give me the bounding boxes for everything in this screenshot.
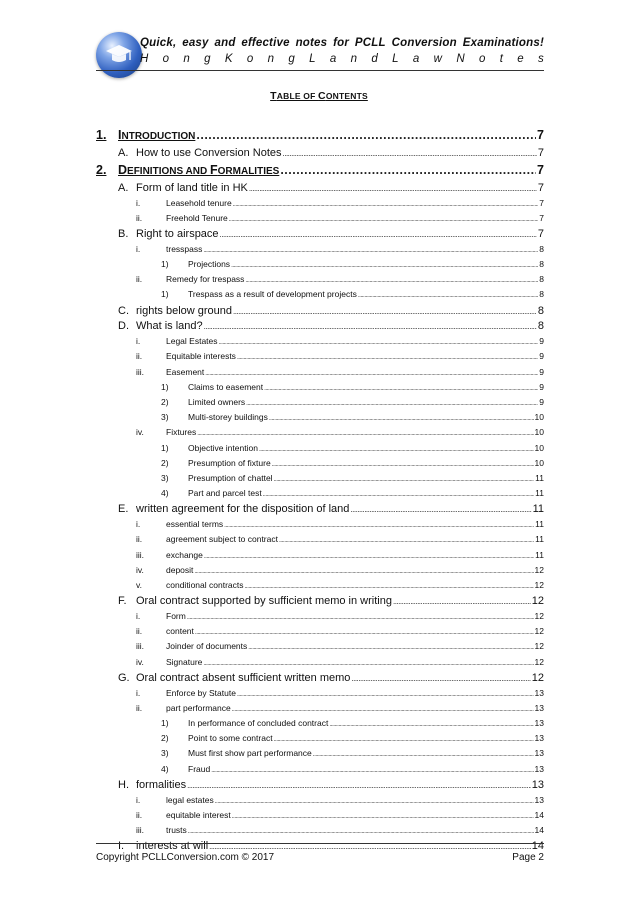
toc-entry-page: 8 (539, 243, 544, 254)
subtitle-letter: n (267, 53, 275, 65)
toc-dot-leader (237, 688, 534, 698)
subtitle-letter: n (350, 53, 358, 65)
toc-dot-leader (264, 382, 538, 392)
toc-entry-label: written agreement for the disposition of land (136, 503, 350, 516)
toc-entry-page: 11 (535, 519, 544, 530)
toc-entry-label: Part and parcel test (188, 488, 262, 499)
toc-entry-page: 10 (534, 457, 544, 468)
toc-entry-level-2[interactable] (118, 779, 544, 791)
toc-dot-leader (351, 672, 530, 684)
toc-entry-level-3[interactable] (136, 810, 544, 820)
toc-entry-page: 9 (539, 351, 544, 362)
toc-dot-leader (196, 128, 536, 142)
toc-entry-label: Presumption of fixture (188, 457, 271, 468)
toc-entry-level-4[interactable] (161, 289, 544, 299)
toc-entry-label: Fraud (188, 763, 211, 774)
toc-entry-page: 14 (531, 840, 544, 853)
toc-entry-level-3[interactable] (136, 641, 544, 651)
toc-entry-level-3[interactable] (136, 825, 544, 835)
toc-entry-label: Trespass as a result of development projects (188, 289, 357, 300)
toc-dot-leader (272, 458, 534, 468)
toc-entry-label: Claims to easement (188, 381, 264, 392)
toc-entry-number: 2) (161, 457, 169, 468)
toc-entry-page: 7 (537, 181, 544, 194)
toc-entry-label: Limited owners (188, 397, 246, 407)
toc-entry-level-3[interactable] (136, 657, 544, 667)
toc-dot-leader (350, 503, 531, 515)
toc-entry-number: iv. (136, 564, 144, 575)
tagline-word: for (333, 37, 350, 49)
toc-entry-level-4[interactable] (161, 259, 544, 269)
toc-dot-leader (215, 795, 534, 805)
toc-entry-page: 13 (531, 778, 544, 791)
tagline-word: notes (295, 37, 328, 49)
toc-entry-label: agreement subject to contract (166, 534, 278, 545)
toc-entry-page: 12 (531, 595, 544, 608)
toc-entry-page: 14 (534, 825, 544, 835)
toc-entry-number: 1) (161, 381, 169, 392)
toc-dot-leader (249, 182, 537, 194)
toc-entry-level-3[interactable] (136, 351, 544, 361)
toc-dot-leader (274, 733, 534, 743)
toc-entry-number: 1) (161, 442, 169, 453)
tagline-word: Examinations! (462, 37, 544, 49)
toc-entry-label: deposit (166, 564, 194, 575)
toc-entry-number: ii. (136, 212, 143, 223)
toc-entry-number: ii. (136, 626, 143, 637)
footer-page-number: Page 2 (512, 852, 544, 863)
tagline-word: easy (182, 37, 209, 49)
toc-entry-level-2[interactable] (118, 320, 544, 332)
toc-entry-page: 12 (534, 611, 544, 621)
toc-dot-leader (197, 427, 533, 437)
toc-entry-page: 11 (535, 534, 544, 545)
toc-entry-level-3[interactable] (136, 795, 544, 805)
toc-dot-leader (233, 305, 537, 317)
toc-entry-label: Right to airspace (136, 228, 219, 240)
toc-entry-page: 14 (534, 809, 544, 820)
toc-entry-number: iv. (136, 656, 144, 667)
subtitle-letter: g (204, 53, 211, 65)
toc-entry-label: Presumption of chattel (188, 473, 273, 483)
toc-entry-level-4[interactable] (161, 443, 544, 453)
toc-entry-number: i. (136, 611, 141, 621)
toc-entry-number: ii. (136, 351, 143, 362)
toc-entry-number: 1) (161, 259, 169, 269)
toc-dot-leader (245, 580, 534, 590)
toc-entry-number: i. (136, 794, 141, 805)
toc-entry-label-part: D (118, 162, 128, 177)
toc-dot-leader (279, 534, 534, 544)
toc-dot-leader (274, 473, 535, 483)
toc-entry-page: 8 (539, 289, 544, 300)
toc-dot-leader (358, 289, 538, 299)
toc-entry-number: i. (136, 687, 141, 698)
toc-entry-level-1[interactable] (96, 128, 544, 142)
subtitle-letter: o (162, 53, 170, 65)
subtitle-letter: o (478, 53, 486, 65)
toc-entry-level-4[interactable] (161, 764, 544, 774)
toc-entry-label: Point to some contract (188, 733, 273, 744)
toc-entry-number: A. (118, 147, 129, 159)
toc-entry-page: 8 (539, 259, 544, 269)
toc-entry-number: 4) (161, 763, 169, 774)
toc-entry-page: 11 (535, 488, 544, 499)
toc-entry-page: 7 (537, 228, 544, 240)
toc-entry-number: D. (118, 320, 129, 333)
toc-entry-label: conditional contracts (166, 580, 244, 590)
toc-dot-leader (209, 840, 531, 852)
toc-entry-label: Joinder of documents (166, 641, 248, 652)
toc-entry-label: Easement (166, 366, 205, 377)
toc-entry-level-3[interactable] (136, 519, 544, 529)
toc-entry-label: Fixtures (166, 427, 197, 438)
toc-entry-page: 9 (539, 397, 544, 407)
toc-entry-level-3[interactable] (136, 580, 544, 590)
toc-entry-number: ii. (136, 534, 143, 545)
toc-entry-level-1[interactable] (96, 163, 544, 177)
toc-entry-number: i. (136, 197, 141, 208)
header-subtitle (140, 53, 544, 65)
toc-entry-number: 4) (161, 488, 169, 499)
toc-entry-level-3[interactable] (136, 550, 544, 560)
toc-entry-page: 12 (534, 580, 544, 590)
toc-entry-label: Projections (188, 259, 231, 269)
toc-entry-level-3[interactable] (136, 213, 544, 223)
toc-entry-label-part: F (210, 162, 218, 177)
toc-entry-label: essential terms (166, 519, 224, 530)
toc-entry-level-3[interactable] (136, 244, 544, 254)
toc-entry-page: 11 (532, 503, 544, 516)
toc-entry-number: 2. (96, 162, 107, 177)
toc-entry-number: 1. (96, 128, 107, 142)
subtitle-letter: e (517, 53, 524, 65)
toc-dot-leader (269, 412, 534, 422)
toc-title: TABLE OF CONTENTS (270, 90, 368, 102)
toc-dot-leader (224, 519, 534, 529)
subtitle-letter: g (288, 53, 295, 65)
toc-dot-leader (188, 825, 534, 835)
toc-entry-level-2[interactable] (118, 503, 544, 515)
subtitle-letter: t (499, 53, 503, 65)
toc-entry-number: 2) (161, 733, 169, 744)
subtitle-letter: w (433, 53, 442, 65)
subtitle-letter: L (392, 53, 399, 65)
toc-entry-number: ii. (136, 809, 143, 820)
toc-dot-leader (248, 641, 533, 651)
toc-dot-leader (263, 488, 534, 498)
toc-entry-level-2[interactable] (118, 595, 544, 607)
subtitle-letter: K (224, 53, 233, 65)
toc-entry-level-4[interactable] (161, 397, 544, 407)
toc-entry-number: v. (136, 580, 142, 590)
toc-entry-label: Freehold Tenure (166, 212, 228, 223)
toc-entry-number: 3) (161, 412, 169, 423)
toc-entry-label: Equitable interests (166, 351, 236, 362)
toc-entry-label: rights below ground (136, 304, 233, 317)
toc-entry-page: 13 (534, 794, 544, 805)
toc-dot-leader (233, 198, 539, 208)
toc-entry-page: 7 (537, 128, 544, 142)
toc-entry-level-2[interactable] (118, 840, 544, 852)
toc-entry-page: 7 (539, 197, 544, 208)
toc-dot-leader (195, 626, 534, 636)
subtitle-letter: a (412, 53, 420, 65)
toc-entry-level-3[interactable] (136, 534, 544, 544)
toc-dot-leader (231, 259, 538, 269)
toc-entry-page: 12 (531, 671, 544, 684)
toc-dot-leader (203, 657, 533, 667)
toc-entry-level-2[interactable] (118, 672, 544, 684)
toc-dot-leader (232, 703, 534, 713)
toc-entry-level-2[interactable] (118, 305, 544, 317)
subtitle-letter: a (329, 53, 337, 65)
toc-dot-leader (232, 810, 534, 820)
toc-dot-leader (280, 163, 536, 177)
toc-entry-number: ii. (136, 274, 143, 285)
toc-entry-label: Form of land title in HK (136, 181, 248, 194)
header-tagline (140, 37, 544, 49)
subtitle-letter: H (140, 53, 149, 65)
toc-dot-leader (194, 565, 533, 575)
toc-entry-level-4[interactable] (161, 382, 544, 392)
toc-entry-number: F. (118, 595, 127, 608)
toc-entry-level-3[interactable] (136, 688, 544, 698)
footer-copyright: Copyright PCLLConversion.com © 2017 (96, 852, 275, 863)
toc-entry-page: 13 (534, 733, 544, 744)
toc-entry-page: 13 (534, 718, 544, 728)
toc-entry-page: 12 (534, 564, 544, 575)
toc-entry-label: interests at will (136, 840, 209, 853)
toc-dot-leader (229, 213, 539, 223)
toc-entry-number: iii. (136, 641, 145, 652)
tagline-word: Quick, (140, 37, 177, 49)
toc-entry-label: Multi-storey buildings (188, 412, 268, 423)
toc-entry-level-4[interactable] (161, 412, 544, 422)
toc-entry-number: G. (118, 671, 130, 684)
toc-entry-label (118, 128, 195, 142)
toc-entry-label: exchange (166, 549, 203, 560)
toc-entry-label: How to use Conversion Notes (136, 147, 282, 159)
toc-entry-label: Oral contract supported by sufficient memo in writing (136, 595, 392, 608)
toc-entry-number: A. (118, 181, 129, 194)
tagline-word: effective (241, 37, 290, 49)
toc-entry-number: i. (136, 519, 141, 530)
subtitle-letter: s (538, 53, 544, 65)
toc-dot-leader (313, 748, 534, 758)
toc-entry-label: trusts (166, 825, 187, 835)
toc-entry-level-4[interactable] (161, 733, 544, 743)
toc-entry-label: What is land? (136, 320, 203, 333)
toc-dot-leader (237, 351, 538, 361)
toc-entry-level-4[interactable] (161, 748, 544, 758)
toc-entry-number: E. (118, 503, 129, 516)
toc-entry-label: Must first show part performance (188, 748, 312, 759)
subtitle-letter: d (371, 53, 378, 65)
toc-entry-label-part: NTRODUCTION (121, 131, 196, 142)
toc-entry-page: 7 (539, 212, 544, 223)
toc-dot-leader (204, 320, 537, 332)
toc-entry-label (118, 163, 279, 177)
toc-entry-label: part performance (166, 702, 231, 713)
toc-entry-page: 8 (537, 320, 544, 333)
toc-entry-page: 13 (534, 702, 544, 713)
toc-entry-page: 13 (534, 748, 544, 759)
toc-entry-number: 1) (161, 289, 169, 300)
graduation-cap-icon (105, 42, 133, 68)
toc-entry-number: H. (118, 778, 129, 791)
toc-entry-number: iii. (136, 825, 145, 835)
toc-entry-label: Legal Estates (166, 336, 218, 347)
toc-entry-label: Signature (166, 656, 203, 667)
subtitle-letter: n (183, 53, 190, 65)
toc-entry-level-4[interactable] (161, 718, 544, 728)
toc-entry-label-part: ORMALITIES (217, 165, 280, 177)
header-divider (96, 70, 544, 71)
toc-entry-number: i. (136, 243, 141, 254)
toc-entry-label: equitable interest (166, 809, 231, 820)
logo (96, 32, 142, 78)
toc-dot-leader (283, 147, 537, 159)
toc-dot-leader (245, 274, 538, 284)
tagline-word: and (214, 37, 236, 49)
toc-entry-page: 10 (534, 442, 544, 453)
toc-entry-page: 12 (534, 626, 544, 637)
toc-entry-number: 1) (161, 718, 169, 728)
toc-entry-label-part: EFINITIONS AND (127, 165, 210, 177)
toc-entry-page: 13 (534, 763, 544, 774)
toc-entry-number: iii. (136, 366, 145, 377)
toc-entry-level-3[interactable] (136, 336, 544, 346)
toc-entry-level-2[interactable] (118, 228, 544, 240)
toc-entry-number: C. (118, 304, 129, 317)
toc-entry-page: 11 (535, 549, 544, 560)
toc-entry-label: tresspass (166, 243, 203, 254)
toc-entry-page: 10 (534, 412, 544, 423)
toc-entry-level-3[interactable] (136, 367, 544, 377)
toc-entry-label: content (166, 626, 194, 637)
toc-entry-number: B. (118, 228, 129, 240)
toc-entry-page: 10 (534, 427, 544, 438)
toc-entry-page: 13 (534, 687, 544, 698)
toc-entry-number: ii. (136, 702, 143, 713)
toc-entry-label: Leasehold tenure (166, 197, 232, 208)
toc-entry-page: 9 (539, 366, 544, 377)
toc-entry-level-3[interactable] (136, 274, 544, 284)
toc-dot-leader (205, 367, 538, 377)
toc-entry-page: 12 (534, 656, 544, 667)
toc-dot-leader (220, 228, 537, 240)
toc-dot-leader (187, 611, 534, 621)
footer-divider (96, 843, 544, 844)
toc-entry-level-4[interactable] (161, 488, 544, 498)
toc-entry-page: 7 (537, 162, 544, 177)
toc-entry-label: Form (166, 611, 186, 621)
toc-entry-label: In performance of concluded contract (188, 718, 329, 728)
toc-dot-leader (211, 764, 533, 774)
subtitle-letter: N (456, 53, 465, 65)
toc-entry-page: 9 (539, 336, 544, 347)
toc-entry-label: Objective intention (188, 442, 258, 453)
toc-entry-level-3[interactable] (136, 611, 544, 621)
toc-entry-number: iv. (136, 427, 144, 438)
toc-entry-level-2[interactable] (118, 147, 544, 159)
tagline-word: PCLL (354, 37, 386, 49)
toc-dot-leader (246, 397, 538, 407)
toc-entry-number: iii. (136, 549, 145, 560)
toc-entry-page: 12 (534, 641, 544, 652)
toc-entry-level-4[interactable] (161, 473, 544, 483)
subtitle-letter: L (309, 53, 316, 65)
toc-entry-label: legal estates (166, 794, 214, 805)
toc-entry-page: 7 (537, 147, 544, 159)
toc-entry-label: formalities (136, 778, 187, 791)
toc-entry-level-3[interactable] (136, 626, 544, 636)
toc-dot-leader (219, 336, 539, 346)
toc-entry-number: 3) (161, 473, 169, 483)
toc-entry-number: I. (118, 840, 125, 853)
toc-dot-leader (393, 595, 531, 607)
toc-dot-leader (187, 779, 531, 791)
toc-entry-level-4[interactable] (161, 458, 544, 468)
toc-entry-level-3[interactable] (136, 427, 544, 437)
toc-entry-page: 8 (539, 274, 544, 285)
toc-entry-label: Remedy for trespass (166, 274, 245, 285)
toc-entry-number: 3) (161, 748, 169, 759)
toc-entry-page: 9 (539, 381, 544, 392)
toc-dot-leader (203, 244, 538, 254)
toc-dot-leader (259, 443, 534, 453)
toc-entry-number: i. (136, 336, 141, 347)
toc-entry-level-2[interactable] (118, 182, 544, 194)
toc-entry-page: 8 (537, 304, 544, 317)
toc-entry-level-3[interactable] (136, 565, 544, 575)
toc-dot-leader (329, 718, 533, 728)
toc-entry-label: Enforce by Statute (166, 687, 236, 698)
toc-entry-number: 2) (161, 397, 169, 407)
toc-entry-label: Oral contract absent sufficient written memo (136, 671, 351, 684)
toc-entry-label-part: I (118, 128, 122, 142)
tagline-word: Conversion (391, 37, 457, 49)
subtitle-letter: o (246, 53, 254, 65)
toc-entry-page: 11 (535, 473, 544, 483)
toc-dot-leader (204, 550, 534, 560)
toc-entry-level-3[interactable] (136, 703, 544, 713)
toc-entry-level-3[interactable] (136, 198, 544, 208)
